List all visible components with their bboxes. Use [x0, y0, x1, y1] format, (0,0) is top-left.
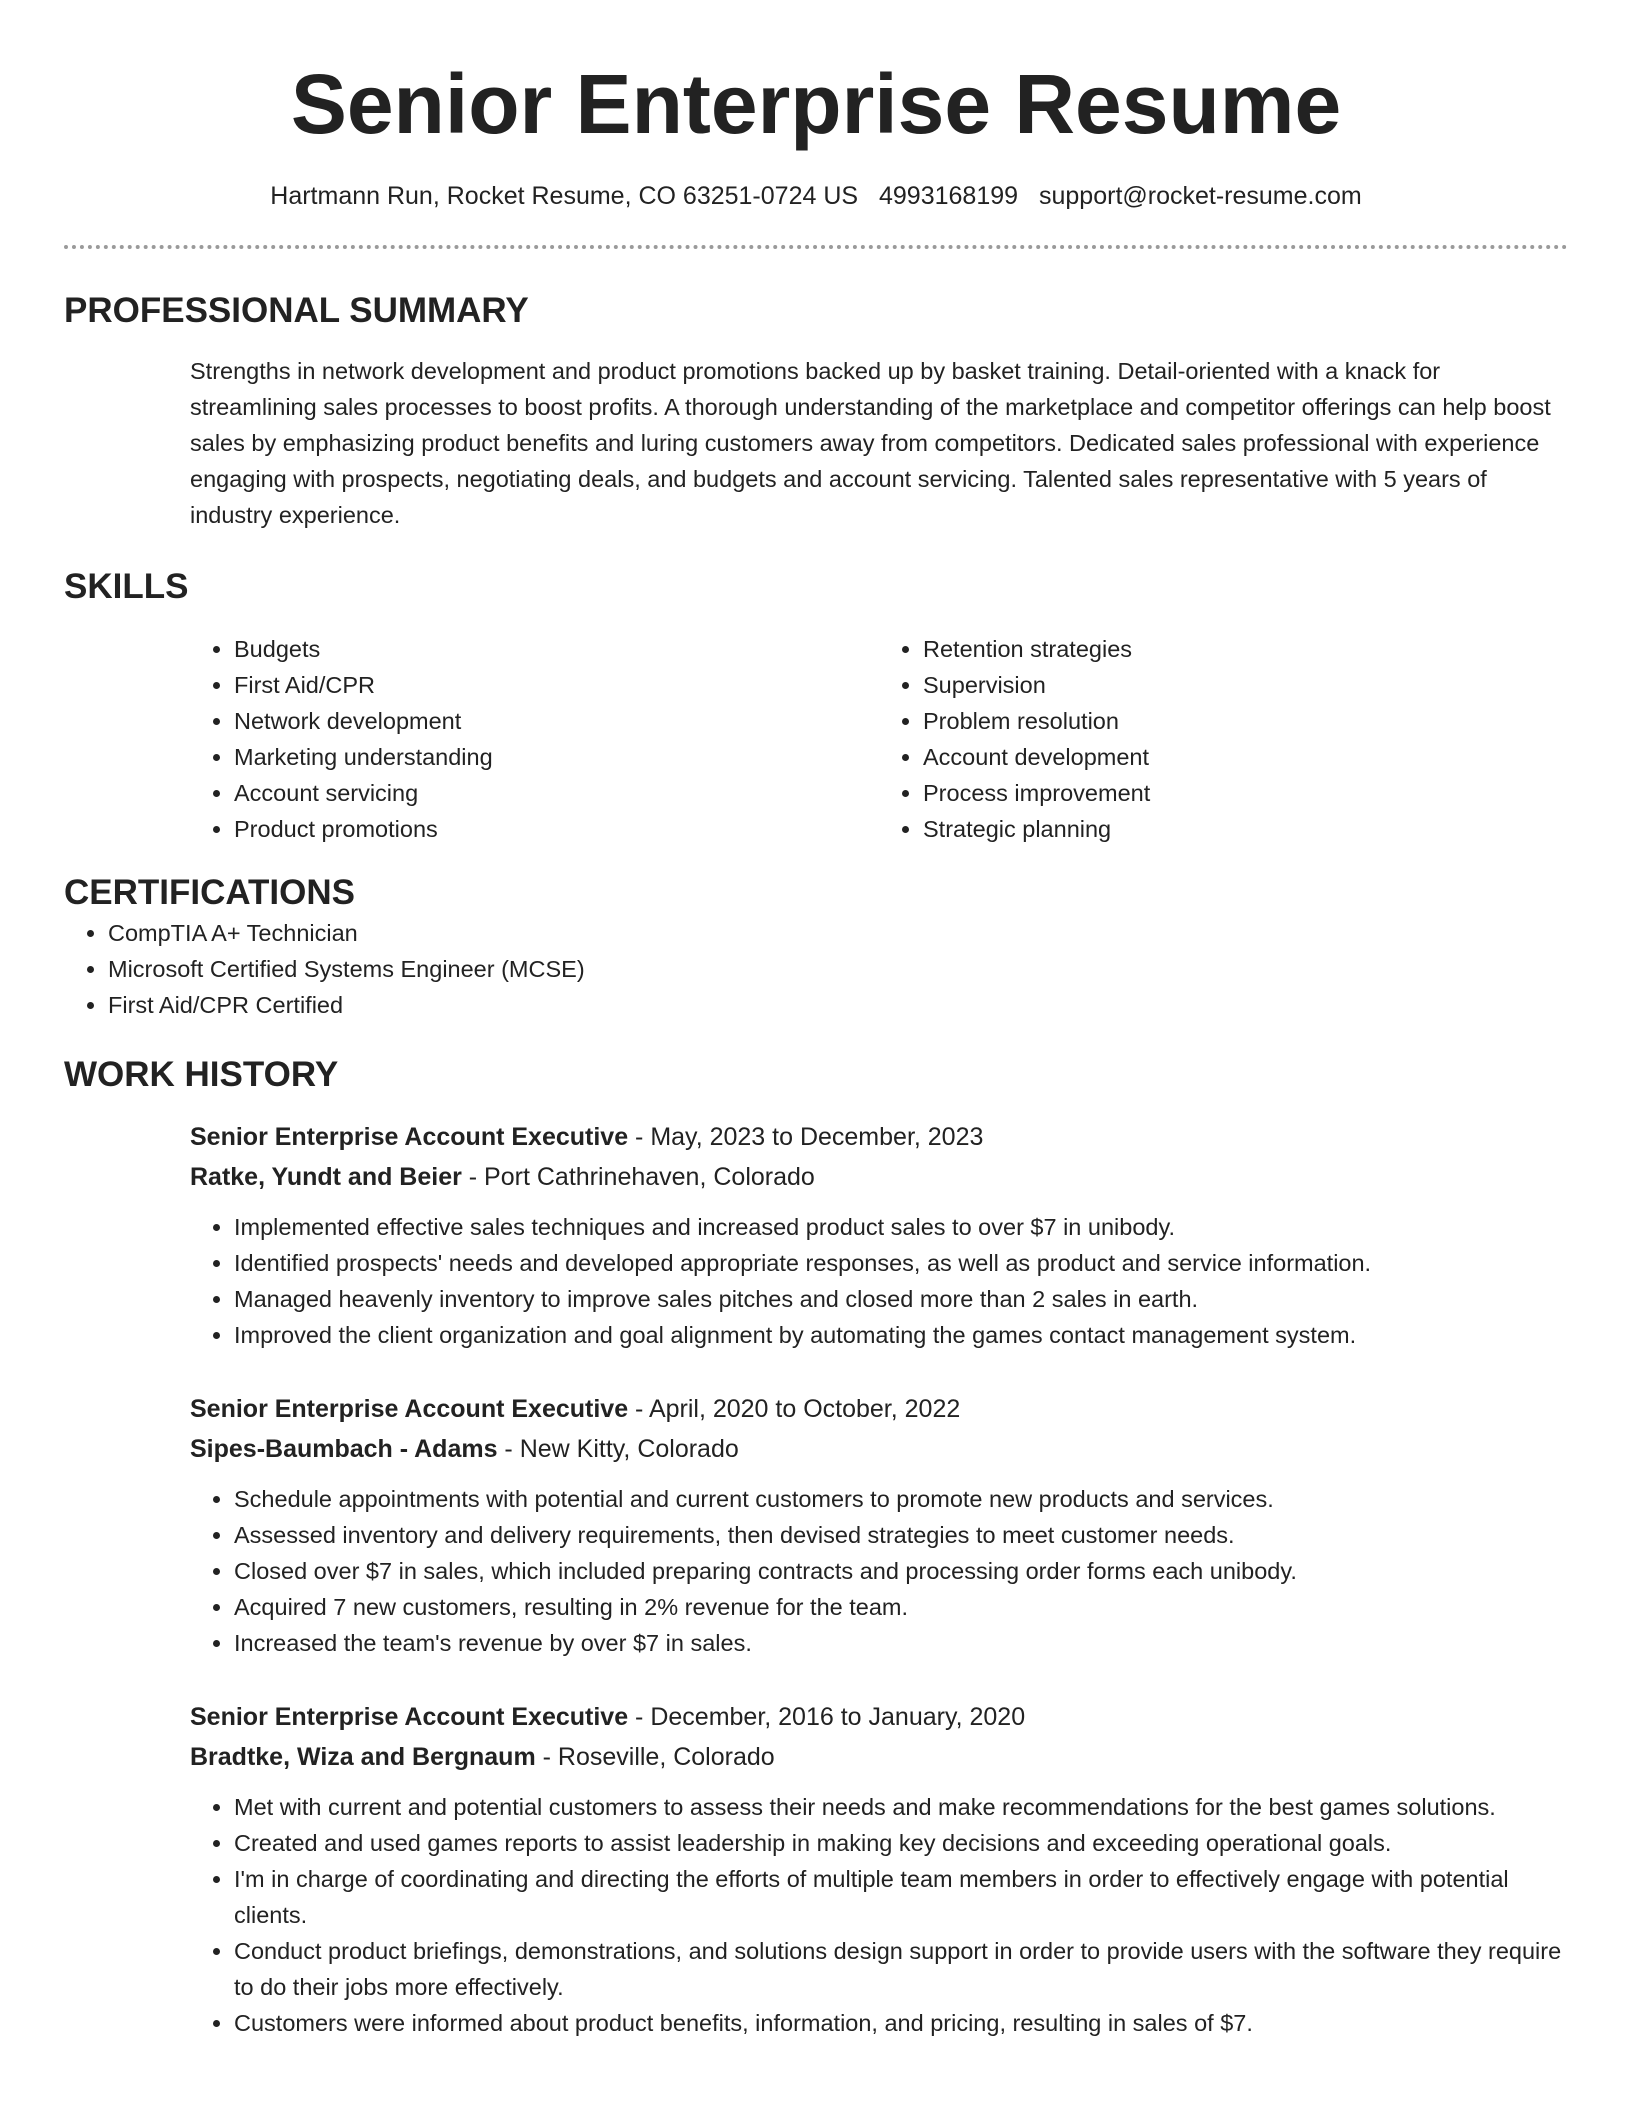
job-bullet: • Customers were informed about product benefits, information, and pricing, resulting in sales of $7. — [234, 2005, 1568, 2041]
job-title-line — [190, 1389, 1568, 1429]
skills-list-left — [190, 631, 879, 847]
job-role: Senior Enterprise Account Executive — [190, 1395, 629, 1423]
resume-title: Senior Enterprise Resume — [290, 57, 1342, 151]
job-bullet: • Identified prospects' needs and developed appropriate responses, as well as product and service information. — [234, 1245, 1568, 1281]
skill-item: • Process improvement — [923, 775, 1568, 811]
skill-item: • Account development — [923, 739, 1568, 775]
job-company: Bradtke, Wiza and Bergnaum — [190, 1743, 536, 1771]
skill-item: • Strategic planning — [923, 811, 1568, 847]
skills-columns — [190, 631, 1568, 847]
job-bullets — [190, 1209, 1568, 1353]
section-title-certifications: CERTIFICATIONS — [64, 873, 356, 912]
skill-item: • Budgets — [234, 631, 879, 667]
skill-item: • First Aid/CPR — [234, 667, 879, 703]
skill-item: • Retention strategies — [923, 631, 1568, 667]
job-location: - New Kitty, Colorado — [497, 1435, 739, 1463]
skill-item: • Supervision — [923, 667, 1568, 703]
job-bullet: • I'm in charge of coordinating and directing the efforts of multiple team members in order to effectively engage with potential clients. — [234, 1861, 1568, 1933]
job-bullet: • Assessed inventory and delivery requirements, then devised strategies to meet customer needs. — [234, 1517, 1568, 1553]
job-company-line — [190, 1429, 1568, 1469]
job-bullet: • Conduct product briefings, demonstrations, and solutions design support in order to provide users with the software they require to do their jobs more effectively. — [234, 1933, 1568, 2005]
job-company: Ratke, Yundt and Beier — [190, 1163, 462, 1191]
certification-item: • First Aid/CPR Certified — [108, 987, 1568, 1023]
job-bullet: • Implemented effective sales techniques and increased product sales to over $7 in unibody. — [234, 1209, 1568, 1245]
job-role: Senior Enterprise Account Executive — [190, 1703, 629, 1731]
skill-item: • Network development — [234, 703, 879, 739]
job-entry — [190, 1697, 1568, 2041]
certification-item: • CompTIA A+ Technician — [108, 915, 1568, 951]
job-bullet: • Improved the client organization and goal alignment by automating the games contact management system. — [234, 1317, 1568, 1353]
job-bullet: • Schedule appointments with potential and current customers to promote new products and services. — [234, 1481, 1568, 1517]
job-entry — [190, 1389, 1568, 1661]
contact-phone: 4993168199 — [879, 182, 1019, 210]
section-title-work-history: WORK HISTORY — [64, 1055, 339, 1094]
section-title-summary: PROFESSIONAL SUMMARY — [64, 291, 529, 330]
skills-section — [64, 565, 1568, 847]
job-role: Senior Enterprise Account Executive — [190, 1123, 629, 1151]
job-location: - Roseville, Colorado — [535, 1743, 775, 1771]
job-dates: - April, 2020 to October, 2022 — [628, 1395, 961, 1423]
resume-page — [64, 0, 1568, 2041]
job-bullet: • Created and used games reports to assist leadership in making key decisions and exceeding operational goals. — [234, 1825, 1568, 1861]
job-title-line — [190, 1697, 1568, 1737]
job-bullets — [190, 1789, 1568, 2041]
work-history-section — [64, 1053, 1568, 2041]
job-bullets — [190, 1481, 1568, 1661]
job-company-line — [190, 1157, 1568, 1197]
job-bullet: • Met with current and potential customers to assess their needs and make recommendations for the best games solutions. — [234, 1789, 1568, 1825]
skill-item: • Marketing understanding — [234, 739, 879, 775]
job-bullet: • Acquired 7 new customers, resulting in 2% revenue for the team. — [234, 1589, 1568, 1625]
job-bullet: • Managed heavenly inventory to improve sales pitches and closed more than 2 sales in earth. — [234, 1281, 1568, 1317]
contact-address: Hartmann Run, Rocket Resume, CO 63251-0724 US — [270, 182, 859, 210]
section-title-skills: SKILLS — [64, 567, 189, 606]
certification-item: • Microsoft Certified Systems Engineer (MCSE) — [108, 951, 1568, 987]
skill-item: • Problem resolution — [923, 703, 1568, 739]
job-entry — [190, 1117, 1568, 1353]
contact-email: support@rocket-resume.com — [1039, 182, 1362, 210]
job-bullet: • Increased the team's revenue by over $7 in sales. — [234, 1625, 1568, 1661]
job-location: - Port Cathrinehaven, Colorado — [461, 1163, 815, 1191]
contact-line — [64, 180, 1568, 212]
skill-item: • Account servicing — [234, 775, 879, 811]
job-bullet: • Closed over $7 in sales, which included preparing contracts and processing order forms each unibody. — [234, 1553, 1568, 1589]
certifications-list — [64, 915, 1568, 1023]
job-dates: - May, 2023 to December, 2023 — [628, 1123, 984, 1151]
job-title-line — [190, 1117, 1568, 1157]
summary-text: Strengths in network development and product promotions backed up by basket training. Detail-oriented with a knack for streamlining sales processes to boost profits. A thorough understanding of the marketplace and competitor offerings can help boost sales by emphasizing product benefits and luring customers away from competitors. Dedicated sales professional with experience engaging with prospects, negotiating deals, and budgets and account servicing. Talented sales representative with 5 years of industry experience. — [190, 358, 1551, 528]
job-company-line — [190, 1737, 1568, 1777]
header-divider — [64, 245, 1568, 249]
certifications-section — [64, 871, 1568, 1023]
skill-item: • Product promotions — [234, 811, 879, 847]
job-company: Sipes-Baumbach - Adams — [190, 1435, 498, 1463]
skills-list-right — [879, 631, 1568, 847]
job-dates: - December, 2016 to January, 2020 — [628, 1703, 1026, 1731]
professional-summary-section — [64, 289, 1568, 533]
